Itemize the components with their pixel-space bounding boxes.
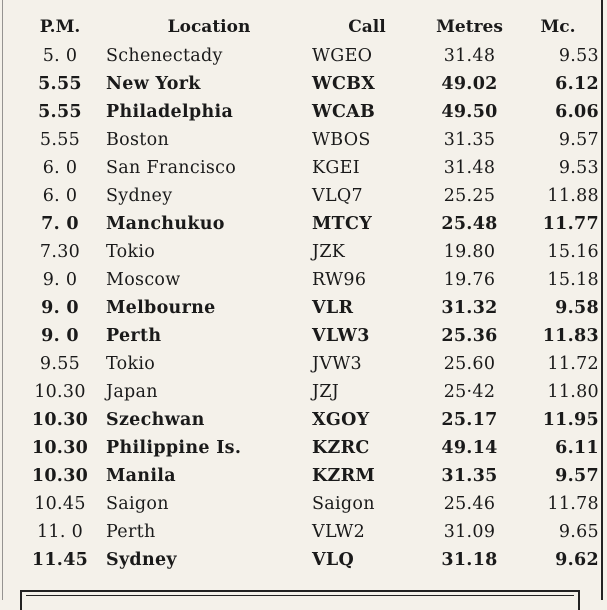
right-page-rule <box>601 0 603 600</box>
cell-call: JVW3 <box>312 354 362 374</box>
table-row <box>14 182 599 210</box>
cell-mc: 6.12 <box>555 74 599 94</box>
cell-location: Sydney <box>106 550 177 570</box>
shortwave-schedule-table <box>14 12 599 574</box>
cell-mc: 9.57 <box>558 130 599 150</box>
cell-location: Schenectady <box>106 46 223 66</box>
table-row <box>14 98 599 126</box>
cell-location: Szechwan <box>106 410 205 430</box>
cell-call: JZK <box>312 242 346 262</box>
cell-call: VLR <box>312 298 354 318</box>
cell-time: 5.55 <box>38 74 82 94</box>
cell-time: 9. 0 <box>41 298 79 318</box>
cell-metres: 25.60 <box>443 354 496 374</box>
cell-time: 5.55 <box>39 130 81 150</box>
left-page-rule <box>2 0 3 600</box>
header-mc: Mc. <box>540 17 576 37</box>
cell-metres: 25.48 <box>441 214 498 234</box>
cell-location: Boston <box>106 130 170 150</box>
cell-time: 5.55 <box>38 102 82 122</box>
cell-mc: 11.88 <box>547 186 599 206</box>
cell-time: 5. 0 <box>42 46 78 66</box>
header-time: P.M. <box>39 17 81 37</box>
cell-location: Manchukuo <box>106 214 225 234</box>
cell-time: 9. 0 <box>41 326 79 346</box>
cell-mc: 11.77 <box>542 214 599 234</box>
table-row <box>14 42 599 70</box>
cell-mc: 15.16 <box>547 242 599 262</box>
table-row <box>14 350 599 378</box>
cell-call: KZRC <box>312 438 370 458</box>
table-row <box>14 210 599 238</box>
cell-mc: 11.78 <box>547 494 599 514</box>
cell-location: Manila <box>106 466 176 486</box>
table-row <box>14 378 599 406</box>
cell-time: 6. 0 <box>42 158 78 178</box>
cell-metres: 25.36 <box>441 326 498 346</box>
cell-call: RW96 <box>312 270 367 290</box>
cell-mc: 11.80 <box>547 382 599 402</box>
cell-metres: 49.02 <box>441 74 498 94</box>
table-row <box>14 70 599 98</box>
table-row <box>14 518 599 546</box>
cell-location: Saigon <box>106 494 169 514</box>
cell-call: KZRM <box>312 466 376 486</box>
cell-mc: 6.11 <box>555 438 599 458</box>
table-row <box>14 322 599 350</box>
cell-location: Melbourne <box>106 298 216 318</box>
cell-time: 11.45 <box>31 550 89 570</box>
cell-location: Sydney <box>106 186 173 206</box>
cell-call: WCBX <box>312 74 376 94</box>
table-row <box>14 490 599 518</box>
table-row <box>14 126 599 154</box>
cell-metres: 31.48 <box>443 158 496 178</box>
cell-location: Tokio <box>106 354 156 374</box>
header-metres: Metres <box>436 17 503 37</box>
table-row <box>14 294 599 322</box>
cell-location: Philippine Is. <box>106 438 242 458</box>
cell-mc: 11.95 <box>542 410 599 430</box>
cell-mc: 9.65 <box>558 522 599 542</box>
cell-mc: 6.06 <box>555 102 599 122</box>
cell-metres: 31.09 <box>443 522 496 542</box>
table-row <box>14 434 599 462</box>
cell-time: 10.30 <box>31 466 89 486</box>
cell-mc: 15.18 <box>547 270 599 290</box>
cell-mc: 11.72 <box>547 354 599 374</box>
cell-time: 10.30 <box>31 410 89 430</box>
table-header-row <box>14 12 599 42</box>
cell-metres: 25.25 <box>443 186 496 206</box>
cell-location: Philadelphia <box>106 102 234 122</box>
cell-location: Japan <box>106 382 158 402</box>
cell-metres: 49.50 <box>441 102 498 122</box>
cell-call: WCAB <box>312 102 376 122</box>
cell-call: JZJ <box>312 382 340 402</box>
cell-location: San Francisco <box>106 158 237 178</box>
cell-time: 11. 0 <box>36 522 84 542</box>
cell-time: 9.55 <box>39 354 81 374</box>
cell-call: WGEO <box>312 46 373 66</box>
cell-call: XGOY <box>312 410 370 430</box>
table-row <box>14 266 599 294</box>
cell-call: VLQ <box>312 550 355 570</box>
cell-call: Saigon <box>312 494 375 514</box>
cell-metres: 25.17 <box>441 410 498 430</box>
cell-location: Moscow <box>106 270 181 290</box>
cell-call: WBOS <box>312 130 371 150</box>
cell-metres: 25.46 <box>443 494 496 514</box>
cell-time: 9. 0 <box>42 270 78 290</box>
table-row <box>14 154 599 182</box>
cell-metres: 31.48 <box>443 46 496 66</box>
table-row <box>14 546 599 574</box>
cell-mc: 9.62 <box>555 550 599 570</box>
cell-metres: 31.32 <box>441 298 498 318</box>
cell-time: 6. 0 <box>42 186 78 206</box>
cell-call: KGEI <box>312 158 360 178</box>
cell-time: 10.30 <box>34 382 86 402</box>
cell-location: Perth <box>106 522 156 542</box>
table-row <box>14 406 599 434</box>
cell-location: Tokio <box>106 242 156 262</box>
cell-call: VLQ7 <box>312 186 363 206</box>
cell-call: VLW3 <box>312 326 370 346</box>
table-body <box>14 42 599 574</box>
cell-mc: 9.53 <box>558 158 599 178</box>
cell-mc: 11.83 <box>542 326 599 346</box>
cell-mc: 9.58 <box>555 298 599 318</box>
cell-metres: 19.80 <box>443 242 496 262</box>
cell-call: MTCY <box>312 214 373 234</box>
header-location: Location <box>167 17 251 37</box>
cell-location: New York <box>106 74 201 94</box>
cell-time: 10.45 <box>34 494 86 514</box>
cell-mc: 9.57 <box>555 466 599 486</box>
cell-mc: 9.53 <box>558 46 599 66</box>
footer-frame <box>20 590 580 610</box>
cell-metres: 25·42 <box>443 382 496 402</box>
table-row <box>14 462 599 490</box>
cell-metres: 49.14 <box>441 438 498 458</box>
cell-time: 10.30 <box>31 438 89 458</box>
cell-metres: 31.35 <box>441 466 498 486</box>
cell-time: 7.30 <box>39 242 81 262</box>
cell-metres: 31.18 <box>441 550 498 570</box>
cell-metres: 19.76 <box>443 270 496 290</box>
cell-call: VLW2 <box>312 522 366 542</box>
cell-metres: 31.35 <box>443 130 496 150</box>
cell-time: 7. 0 <box>41 214 79 234</box>
table-row <box>14 238 599 266</box>
cell-location: Perth <box>106 326 162 346</box>
header-call: Call <box>348 17 386 37</box>
